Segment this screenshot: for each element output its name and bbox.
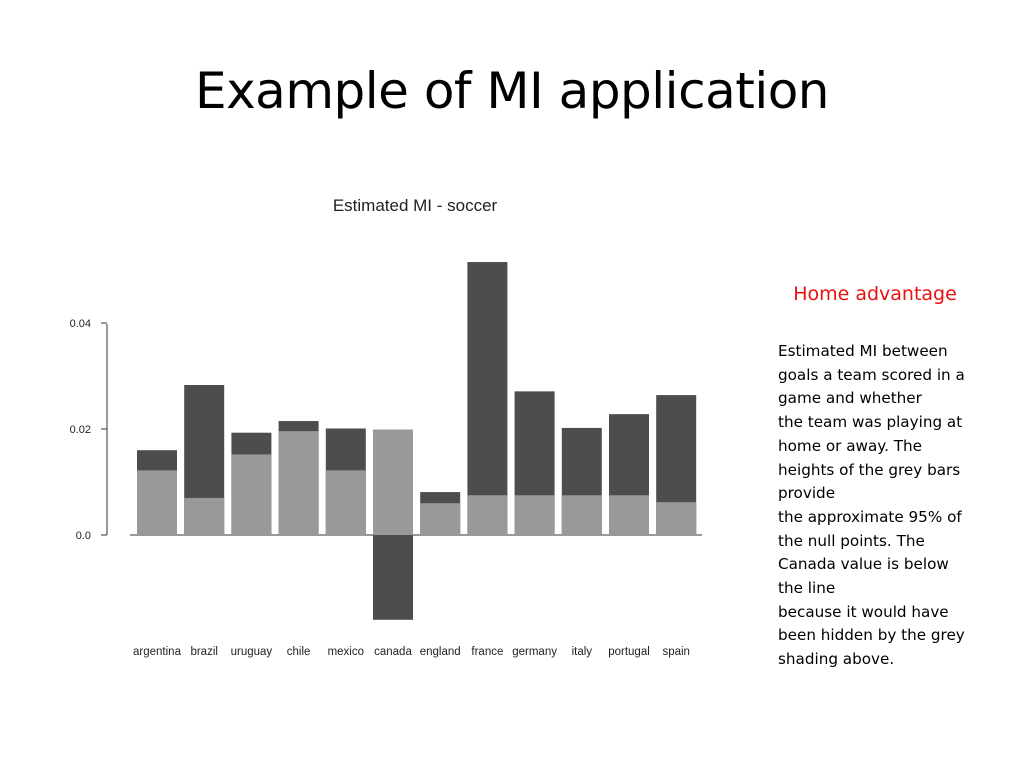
bar-mi-canada <box>373 535 413 620</box>
bar-null-uruguay <box>231 454 271 535</box>
y-tick-label: 0.02 <box>69 424 91 436</box>
side-description <box>778 340 993 672</box>
x-tick-label: brazil <box>190 646 218 658</box>
x-tick-label: argentina <box>133 646 181 658</box>
bars <box>137 262 696 620</box>
side-description-line: the null points. The <box>778 531 925 550</box>
bar-null-france <box>467 495 507 535</box>
side-description-line: Canada value is below <box>778 555 949 574</box>
x-tick-label: uruguay <box>230 646 273 658</box>
x-axis-labels <box>133 646 690 658</box>
bar-mi-france <box>467 262 507 535</box>
x-tick-label: england <box>419 646 461 658</box>
bar-null-chile <box>279 431 319 535</box>
side-description-line: Estimated MI between <box>778 342 948 360</box>
side-description-line: because it would have <box>778 602 949 621</box>
bar-null-italy <box>562 495 602 535</box>
x-tick-label: canada <box>374 646 412 658</box>
side-description-line: goals a team scored in a <box>778 365 965 384</box>
side-description-line: provide <box>778 484 836 503</box>
bar-null-brazil <box>184 498 224 535</box>
x-tick-label: portugal <box>608 646 650 658</box>
y-tick-label: 0.0 <box>75 530 91 542</box>
bar-null-argentina <box>137 470 177 535</box>
side-description-line: heights of the grey bars <box>778 460 961 479</box>
side-description-line: the approximate 95% of <box>778 507 962 526</box>
bar-null-spain <box>656 502 696 535</box>
bar-null-portugal <box>609 495 649 535</box>
x-tick-label: spain <box>662 646 690 658</box>
side-description-line: the team was playing at <box>778 413 963 432</box>
x-tick-label: chile <box>286 646 311 658</box>
side-description-line: game and whether <box>778 389 922 408</box>
x-tick-label: france <box>471 646 504 658</box>
slide-title: Example of MI application <box>195 62 829 120</box>
x-tick-label: germany <box>512 646 557 658</box>
x-tick-label: mexico <box>327 646 365 658</box>
bar-null-england <box>420 503 460 535</box>
side-description-line: the line <box>778 579 836 598</box>
y-tick-label: 0.04 <box>69 318 91 330</box>
bar-null-mexico <box>326 470 366 535</box>
side-description-line: been hidden by the grey <box>778 626 965 645</box>
side-description-line: home or away. The <box>778 436 923 455</box>
bar-null-germany <box>515 495 555 535</box>
side-heading: Home advantage <box>793 283 957 305</box>
side-description-line: shading above. <box>778 650 895 669</box>
x-tick-label: italy <box>571 646 593 658</box>
chart-title: Estimated MI - soccer <box>332 196 498 215</box>
y-axis-ticks <box>70 318 107 542</box>
bar-null-canada <box>373 430 413 535</box>
